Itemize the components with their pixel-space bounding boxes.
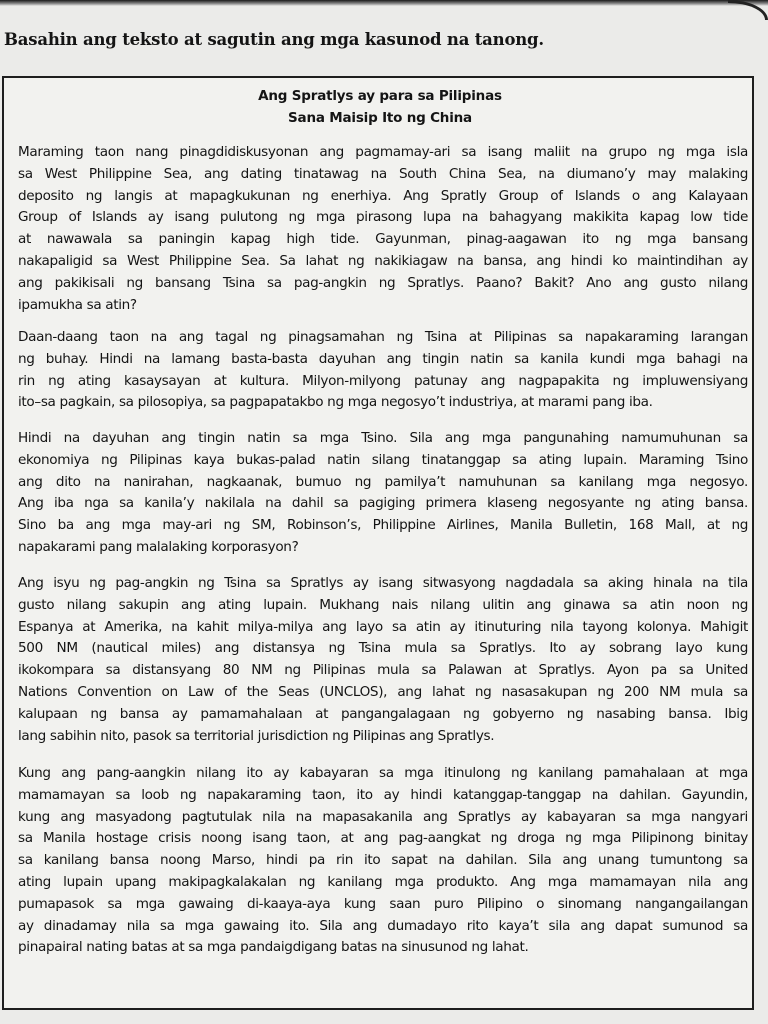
paragraph-line: Maraming taon nang pinagdidiskusyonan ang pagmamay-ari sa isang maliit na grupo ng mga isla <box>18 144 748 160</box>
paragraph-line: Sino ba ang mga may-ari ng SM, Robinson’s, Philippine Airlines, Manila Bulletin, 168 Mall, at ng <box>18 517 748 534</box>
paragraph-line: Espanya at Amerika, na kahit milya-milya ang layo sa atin ay itinuturing nila tayong kolonya. Mahigit <box>18 618 748 635</box>
paragraph-line: mamamayan sa loob ng napakaraming taon, ito ay hindi katanggap-tanggap na dahilan. Gayundin, <box>18 786 748 803</box>
paragraph-line: sa kanilang bansa noong Marso, hindi pa rin ito sapat na dahilan. Sila ang unang tumuntong sa <box>18 852 748 869</box>
paragraph-line: Daan-daang taon na ang tagal ng pinagsamahan ng Tsina at Pilipinas sa napakaraming larangan <box>18 329 748 345</box>
paragraph-line: Nations Convention on Law of the Seas (UNCLOS), ang lahat ng nasasakupan ng 200 NM mula sa <box>18 683 748 700</box>
instruction-text: Basahin ang teksto at sagutin ang mga kasunod na tanong. <box>4 30 544 49</box>
article-subtitle: Sana Maisip Ito ng China <box>288 110 472 126</box>
paragraph-line: ipamukha sa atin? <box>18 296 137 313</box>
paragraph-2 <box>18 327 748 414</box>
paragraph-line: lang sabihin nito, pasok sa territorial jurisdiction ng Pilipinas ang Spratlys. <box>18 727 495 744</box>
paragraph-line: ito–sa pagkain, sa pilosopiya, sa pagpapatakbo ng mga negosyo’t industriya, at marami pang iba. <box>18 394 653 411</box>
paragraph-5 <box>18 763 748 959</box>
paragraph-line: ang pakikisali ng bansang Tsina sa pag-angkin ng Spratlys. Paano? Bakit? Ano ang gusto nilang <box>18 274 748 291</box>
paragraph-line: ay dinadamay nila sa mga gawaing ito. Sila ang dumadayo rito kaya’t sila ang dapat sumunod sa <box>18 917 748 934</box>
page-top-edge <box>0 0 768 6</box>
paragraph-line: at nawawala sa paningin kapag high tide. Gayunman, pinag-aagawan ito ng mga bansang <box>18 231 748 248</box>
paragraph-line: ating lupain upang makipagkalakalan ng kanilang mga produkto. Ang mga mamamayan nila ang <box>18 873 748 890</box>
article-title: Ang Spratlys ay para sa Pilipinas <box>258 88 502 104</box>
paragraph-line: Kung ang pang-aangkin nilang ito ay kabayaran sa mga itinulong ng kanilang pamahalaan at mga <box>18 765 748 781</box>
paragraph-line: pumapasok sa mga gawaing di-kaaya-aya kung saan puro Pilipino o sinomang nangangailangan <box>18 895 748 912</box>
paragraph-line: napakarami pang malalaking korporasyon? <box>18 538 299 555</box>
paragraph-line: sa Manila hostage crisis noong isang taon, at ang pag-aangkat ng droga ng mga Pilipinong binitay <box>18 830 748 847</box>
paragraph-line: 500 NM (nautical miles) ang distansya ng Tsina mula sa Spratlys. Ito ay sobrang layo kung <box>18 640 748 657</box>
paragraph-line: ekonomiya ng Pilipinas kaya bukas-palad natin silang tinatanggap sa ating lupain. Maraming Tsino <box>18 451 748 468</box>
paragraph-line: Ang iba nga sa kanila’y nakilala na dahil sa pagiging primera klaseng negosyante ng ating bansa. <box>18 495 748 512</box>
paragraph-line: rin ng ating kasaysayan at kultura. Milyon-milyong patunay ang nagpapakita ng impluwensiyang <box>18 372 748 389</box>
paragraph-line: ng buhay. Hindi na lamang basta-basta dayuhan ang tingin natin sa kanila kundi mga bahagi na <box>18 350 748 367</box>
paragraph-3 <box>18 428 748 559</box>
paragraph-4 <box>18 573 748 747</box>
paragraph-line: ang dito na nanirahan, nagkaanak, bumuo ng pamilya’t namuhunan sa kanilang mga negosyo. <box>18 473 748 490</box>
paragraph-line: sa West Philippine Sea, ang dating tinatawag na South China Sea, na diumano’y may malaking <box>18 165 748 182</box>
paragraph-line: Ang isyu ng pag-angkin ng Tsina sa Spratlys ay isang sitwasyong nagdadala sa aking hinala na tila <box>18 575 748 591</box>
paragraph-line: nakapaligid sa West Philippine Sea. Sa lahat ng nakikiagaw na bansa, ang hindi ko maintindihan ay <box>18 252 748 269</box>
paragraph-line: gusto nilang sakupin ang ating lupain. Mukhang nais nilang ulitin ang ginawa sa atin noon ng <box>18 596 748 613</box>
reading-passage-box <box>2 76 754 1010</box>
paragraph-1 <box>18 142 748 316</box>
paragraph-line: pinapairal nating batas at sa mga pandaigdigang batas na sinusunod ng lahat. <box>18 939 529 956</box>
paragraph-line: deposito ng langis at mapagkukunan ng enerhiya. Ang Spratly Group of Islands o ang Kalayaan <box>18 187 748 204</box>
paragraph-line: ikokompara sa distansyang 80 NM ng Pilipinas mula sa Palawan at Spratlys. Ayon pa sa United <box>18 662 748 679</box>
paragraph-line: Hindi na dayuhan ang tingin natin sa mga Tsino. Sila ang mga pangunahing namumuhunan sa <box>18 430 748 446</box>
paragraph-line: kung ang masyadong pagtutulak nila na mapasakanila ang Spratlys ay kabayaran sa mga nangyari <box>18 808 748 825</box>
paragraph-line: kalupaan ng bansa ay pamamahalaan at pangangalagaan ng gobyerno ng nasabing bansa. Ibig <box>18 705 748 722</box>
paragraph-line: Group of Islands ay isang pulutong ng mga pirasong lupa na bahagyang makikita kapag low tide <box>18 209 748 226</box>
